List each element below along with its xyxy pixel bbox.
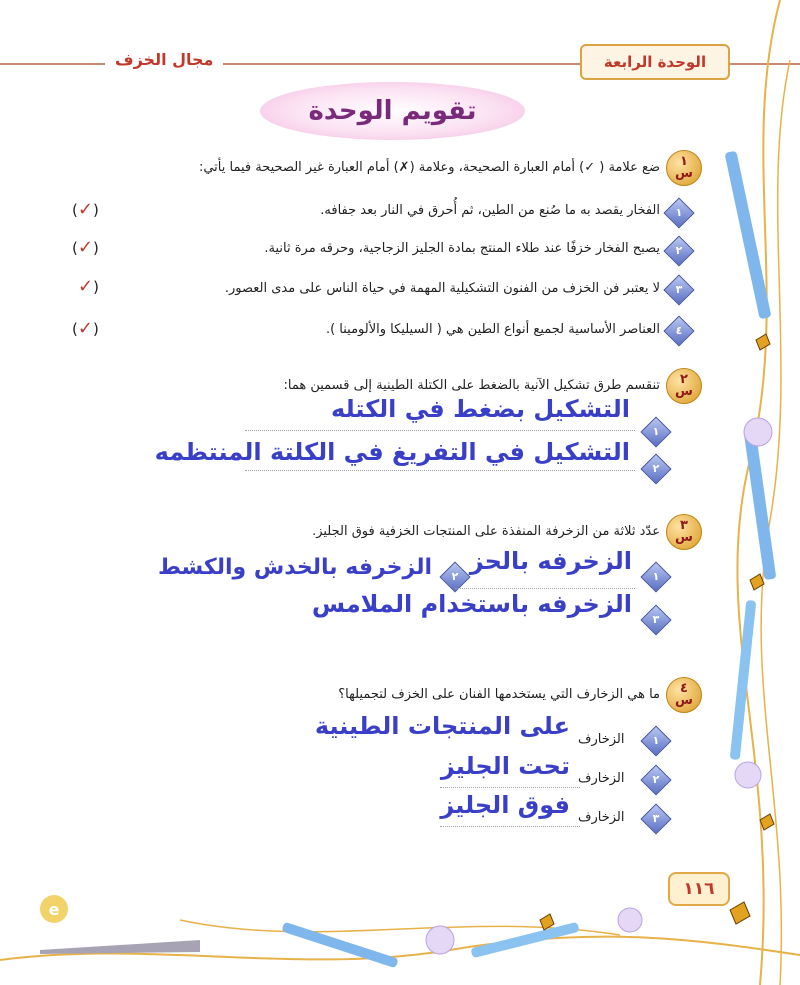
question-1-badge: [666, 150, 702, 186]
decoration-prefix: الزخارف: [578, 771, 625, 786]
check-icon: ✓: [77, 237, 93, 258]
question-label: س: [675, 693, 693, 708]
question-3-text: عدّد ثلاثة من الزخرفة المنفذة على المنتجات الخزفية فوق الجليز.: [312, 524, 660, 539]
question-2-text: تنقسم طرق تشكيل الآنية بالضغط على الكتلة الطينية إلى قسمين هما:: [283, 378, 660, 393]
q3-answer-2: الزخرفه بالخدش والكشط: [157, 555, 432, 580]
decoration-prefix: الزخارف: [578, 732, 625, 747]
question-number: ١: [680, 154, 688, 169]
q4-answer-1: على المنتجات الطينية: [314, 712, 570, 740]
item-number-diamond: ١: [640, 416, 671, 447]
statement-4: العناصر الأساسية لجميع أنواع الطين هي ( السيليكا والألومينا ).: [325, 322, 660, 337]
statement-1: الفخار يقصد به ما صُنع من الطين، ثم أُحرق في النار بعد جفافه.: [320, 203, 660, 218]
question-1-text: ضع علامة ( ✓) أمام العبارة الصحيحة، وعلامة (✗) أمام العبارة غير الصحيحة فيما يأتي:: [198, 160, 660, 175]
publisher-logo-icon: e: [40, 895, 68, 923]
page-title: [260, 82, 525, 140]
statement-3: لا يعتبر فن الخزف من الفنون التشكيلية المهمة في حياة الناس على مدى العصور.: [224, 281, 660, 296]
answer-mark-2: (✓): [72, 237, 99, 258]
subject-title: مجال الخزف: [105, 50, 223, 69]
item-number-diamond: ١: [640, 725, 671, 756]
question-4-badge: [666, 677, 702, 713]
question-number: ٤: [680, 681, 688, 696]
question-number: ٣: [680, 518, 688, 533]
item-number-diamond: ١: [640, 561, 671, 592]
answer-mark-1: (✓): [72, 199, 99, 220]
pencil-border-decoration: [720, 0, 800, 985]
item-number-diamond: ١: [663, 197, 694, 228]
answer-line: [440, 787, 580, 788]
q4-answer-2: تحت الجليز: [440, 752, 570, 780]
statement-2: يصبح الفخار خزفًا عند طلاء المنتج بمادة الجليز الزجاجية، وحرقه مرة ثانية.: [264, 241, 660, 256]
q3-answer-3: الزخرفه باستخدام الملامس: [311, 590, 632, 618]
question-4-text: ما هي الزخارف التي يستخدمها الفنان على الخزف لتجميلها؟: [338, 687, 660, 702]
check-icon: ✓: [78, 276, 94, 297]
question-2-badge: [666, 368, 702, 404]
answer-line: [455, 588, 635, 589]
answer-mark-3: ✓): [78, 276, 99, 297]
answer-line: [245, 430, 635, 431]
answer-line: [245, 470, 635, 471]
question-label: س: [675, 166, 693, 181]
item-number-diamond: ٣: [640, 604, 671, 635]
item-number-diamond: ٢: [640, 764, 671, 795]
q4-answer-3: فوق الجليز: [440, 791, 570, 819]
item-number-diamond: ٤: [663, 315, 694, 346]
page-title-text: تقويم الوحدة: [308, 96, 477, 126]
q2-answer-1: التشكيل بضغط في الكتله: [331, 395, 630, 423]
q2-answer-2: التشكيل في التفريغ في الكلتة المنتظمه: [154, 438, 630, 466]
decoration-prefix: الزخارف: [578, 810, 625, 825]
answer-line: [440, 826, 580, 827]
answer-mark-4: (✓): [72, 318, 99, 339]
question-3-badge: [666, 514, 702, 550]
item-number-diamond: ٢: [439, 561, 470, 592]
question-label: س: [675, 530, 693, 545]
question-number: ٢: [680, 372, 688, 387]
q3-answer-1: الزخرفه بالحز: [469, 547, 632, 575]
item-number-diamond: ٢: [640, 453, 671, 484]
page-number: ١١٦: [668, 872, 730, 906]
unit-label: الوحدة الرابعة: [603, 53, 707, 71]
item-number-diamond: ٣: [663, 274, 694, 305]
check-icon: ✓: [77, 318, 93, 339]
question-label: س: [675, 384, 693, 399]
item-number-diamond: ٢: [663, 235, 694, 266]
unit-badge: [580, 44, 730, 80]
check-icon: ✓: [77, 199, 93, 220]
item-number-diamond: ٣: [640, 803, 671, 834]
